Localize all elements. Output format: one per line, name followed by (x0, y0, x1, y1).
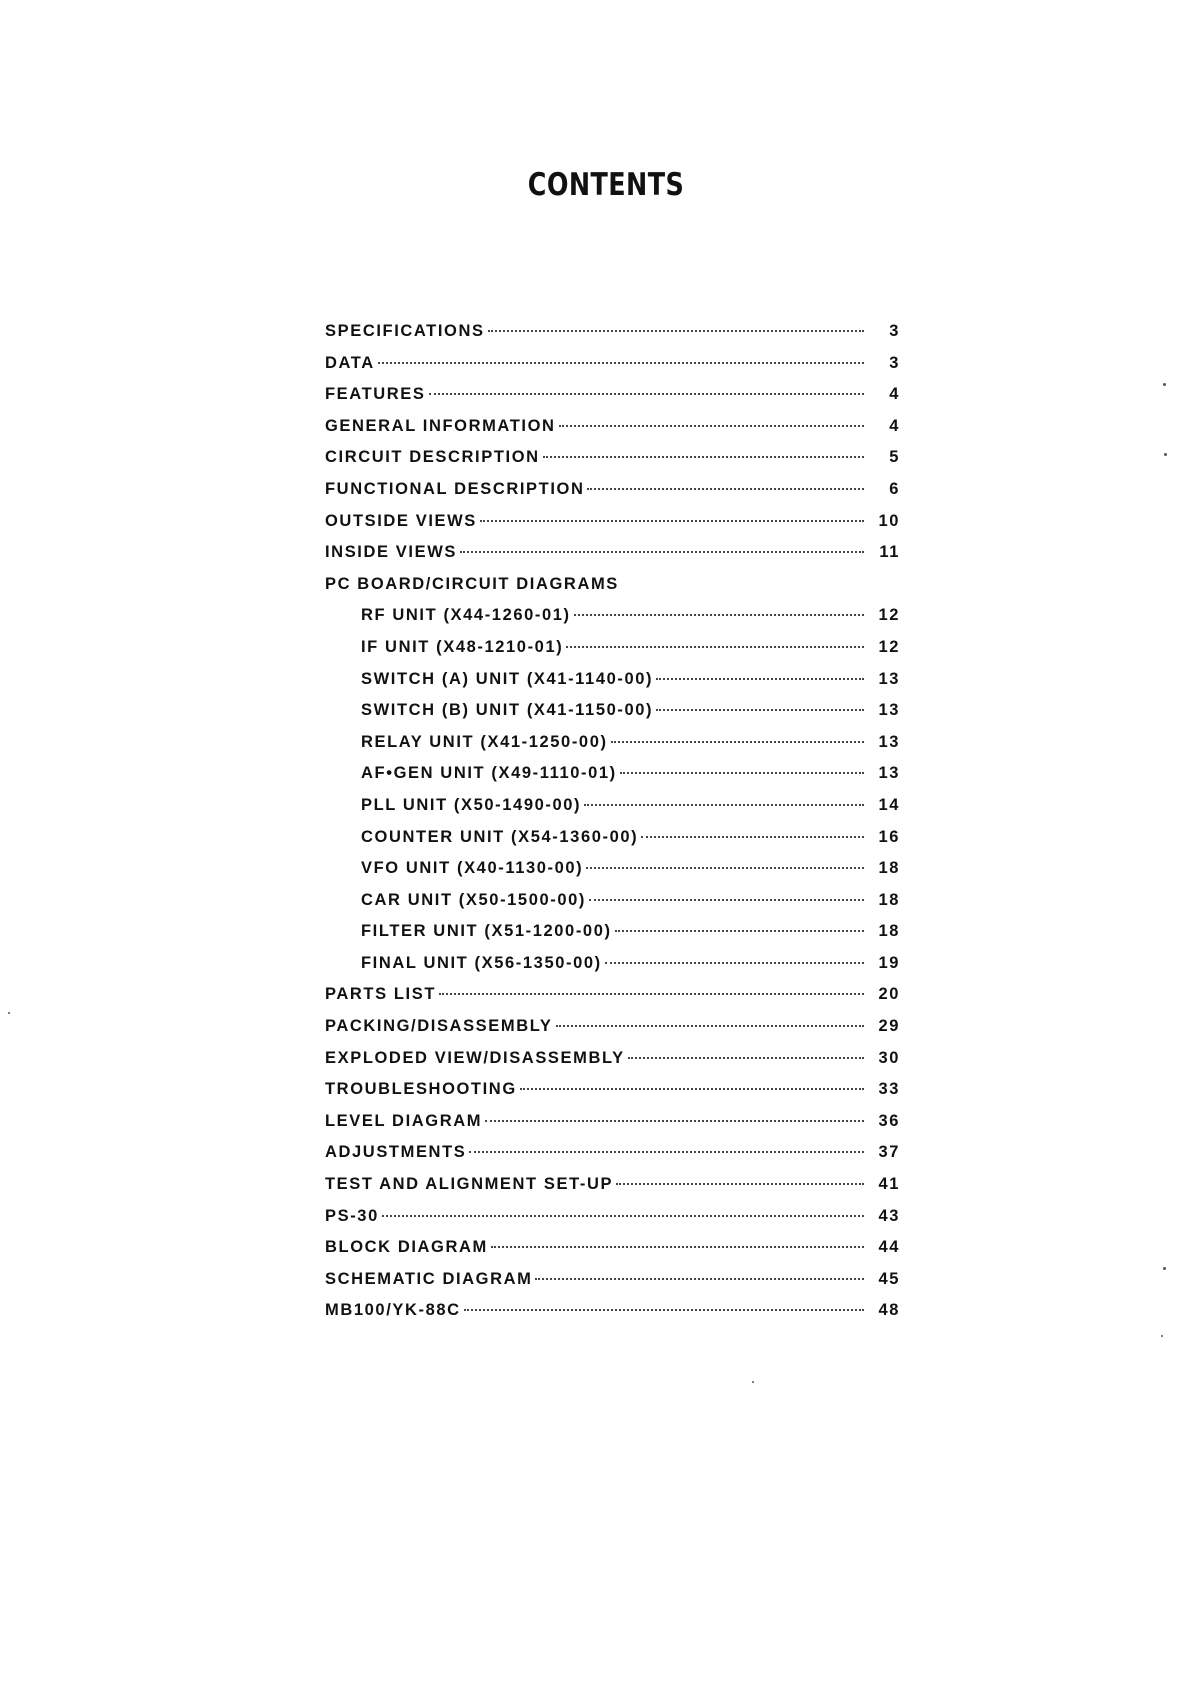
toc-entry-label: DATA (325, 353, 375, 372)
toc-subentry (325, 606, 900, 638)
toc-entry-label: SPECIFICATIONS (325, 322, 485, 340)
dot-leader (491, 1246, 864, 1248)
toc-entry-label: PS-30 (325, 1206, 379, 1225)
scan-speck (1163, 383, 1166, 386)
toc-entry-page: 3 (889, 322, 900, 340)
toc-entry-label: OUTSIDE VIEWS (325, 511, 477, 530)
dot-leader (556, 1025, 864, 1027)
toc-entry-page: 4 (889, 385, 900, 404)
dot-leader (589, 899, 864, 901)
toc-entry-label: SWITCH (B) UNIT (X41-1150-00) (361, 701, 654, 720)
toc-entry (325, 1049, 900, 1081)
dot-leader (641, 836, 864, 838)
toc-entry-label: PLL UNIT (X50-1490-00) (361, 795, 582, 814)
toc-entry-page: 12 (878, 606, 900, 625)
toc-entry-label: VFO UNIT (X40-1130-00) (361, 859, 584, 878)
toc-entry-page: 43 (878, 1206, 900, 1225)
dot-leader (586, 867, 864, 869)
toc-entry-label: GENERAL INFORMATION (325, 416, 556, 435)
dot-leader (656, 709, 864, 711)
toc-entry-label: RELAY UNIT (X41-1250-00) (361, 732, 608, 751)
page-title: CONTENTS (527, 166, 685, 203)
dot-leader (656, 678, 864, 680)
toc-subentry (325, 954, 900, 986)
dot-leader (574, 614, 864, 616)
toc-entry-page: 41 (878, 1175, 900, 1194)
dot-leader (620, 772, 864, 774)
dot-leader (469, 1151, 864, 1153)
toc-entry-label: EXPLODED VIEW/DISASSEMBLY (325, 1048, 625, 1067)
toc-entry (325, 448, 900, 480)
toc-subentry (325, 796, 900, 828)
toc-entry-label: CAR UNIT (X50-1500-00) (361, 890, 587, 909)
toc-subentry (325, 701, 900, 733)
toc-subentry (325, 670, 900, 702)
toc-entry-page: 3 (889, 353, 900, 372)
toc-entry-page: 5 (889, 448, 900, 467)
toc-subentry (325, 828, 900, 860)
toc-entry-page: 13 (878, 764, 900, 783)
dot-leader (628, 1057, 864, 1059)
toc-entry (325, 543, 900, 575)
toc-entry-label: PC BOARD/CIRCUIT DIAGRAMS (325, 574, 619, 593)
toc-entry-page: 36 (878, 1111, 900, 1130)
toc-entry-page: 13 (878, 732, 900, 751)
toc-entry-page: 16 (878, 827, 900, 846)
dot-leader (460, 551, 864, 553)
toc-entry-page: 18 (878, 922, 900, 941)
toc-subentry (325, 859, 900, 891)
toc-entry (325, 575, 900, 607)
toc-entry (325, 985, 900, 1017)
toc-entry (325, 354, 900, 386)
dot-leader (543, 456, 864, 458)
dot-leader (611, 741, 864, 743)
toc-entry-label: TEST AND ALIGNMENT SET-UP (325, 1175, 614, 1194)
dot-leader (584, 804, 864, 806)
toc-subentry (325, 922, 900, 954)
toc-entry-label: FILTER UNIT (X51-1200-00) (361, 922, 612, 941)
dot-leader (485, 1120, 864, 1122)
toc-entry-label: LEVEL DIAGRAM (325, 1111, 483, 1130)
toc-entry (325, 385, 900, 417)
dot-leader (439, 993, 864, 995)
dot-leader (429, 393, 865, 395)
toc-entry (325, 1175, 900, 1207)
toc-entry-page: 48 (878, 1301, 900, 1320)
table-of-contents (325, 322, 900, 1333)
toc-subentry (325, 891, 900, 923)
toc-entry-page: 18 (878, 859, 900, 878)
scan-speck (1163, 1267, 1166, 1270)
toc-entry-label: TROUBLESHOOTING (325, 1080, 517, 1099)
toc-entry (325, 1301, 900, 1333)
toc-entry-page: 6 (889, 479, 900, 498)
toc-entry (325, 322, 900, 354)
toc-entry-label: BLOCK DIAGRAM (325, 1238, 488, 1257)
toc-entry (325, 512, 900, 544)
toc-entry-page: 14 (878, 795, 900, 814)
toc-subentry (325, 638, 900, 670)
toc-entry (325, 480, 900, 512)
dot-leader (535, 1278, 864, 1280)
toc-entry-label: FEATURES (325, 385, 426, 404)
toc-entry-page: 13 (878, 669, 900, 688)
dot-leader (566, 646, 864, 648)
toc-entry-label: INSIDE VIEWS (325, 543, 457, 562)
toc-entry-label: PARTS LIST (325, 985, 437, 1004)
dot-leader (587, 488, 864, 490)
dot-leader (520, 1088, 864, 1090)
toc-entry (325, 1080, 900, 1112)
toc-entry (325, 1238, 900, 1270)
toc-entry-label: ADJUSTMENTS (325, 1143, 467, 1162)
toc-entry-page: 44 (878, 1238, 900, 1257)
toc-entry (325, 417, 900, 449)
toc-entry-page: 11 (879, 543, 900, 562)
scan-speck (1164, 453, 1167, 456)
scan-speck (752, 1381, 754, 1383)
toc-subentry (325, 764, 900, 796)
toc-entry-page: 29 (878, 1017, 900, 1036)
toc-entry (325, 1143, 900, 1175)
toc-entry-page: 18 (878, 890, 900, 909)
toc-subentry (325, 733, 900, 765)
toc-entry-label: SCHEMATIC DIAGRAM (325, 1269, 533, 1288)
toc-entry-page: 13 (878, 701, 900, 720)
toc-entry-label: RF UNIT (X44-1260-01) (361, 606, 571, 625)
dot-leader (488, 330, 864, 332)
toc-entry-page: 20 (878, 985, 900, 1004)
toc-entry-label: MB100/YK-88C (325, 1301, 461, 1320)
toc-entry-page: 10 (878, 511, 900, 530)
toc-entry-page: 45 (878, 1269, 900, 1288)
toc-entry-page: 37 (878, 1143, 900, 1162)
toc-entry-label: PACKING/DISASSEMBLY (325, 1017, 553, 1036)
dot-leader (615, 930, 864, 932)
toc-entry-page: 33 (878, 1080, 900, 1099)
toc-entry-label: CIRCUIT DESCRIPTION (325, 448, 540, 467)
toc-entry (325, 1270, 900, 1302)
toc-entry-label: SWITCH (A) UNIT (X41-1140-00) (361, 669, 654, 688)
toc-entry-label: COUNTER UNIT (X54-1360-00) (361, 827, 639, 846)
toc-entry (325, 1017, 900, 1049)
toc-entry-page: 4 (889, 416, 900, 435)
dot-leader (605, 962, 864, 964)
toc-entry-label: AF•GEN UNIT (X49-1110-01) (361, 764, 617, 783)
dot-leader (464, 1309, 864, 1311)
scan-speck (8, 1012, 10, 1014)
toc-entry (325, 1207, 900, 1239)
toc-entry-label: FUNCTIONAL DESCRIPTION (325, 479, 585, 498)
toc-entry-page: 19 (878, 953, 900, 972)
dot-leader (382, 1215, 864, 1217)
dot-leader (616, 1183, 864, 1185)
dot-leader (559, 425, 864, 427)
toc-entry-page: 30 (878, 1048, 900, 1067)
toc-entry-label: FINAL UNIT (X56-1350-00) (361, 953, 602, 972)
dot-leader (480, 520, 864, 522)
dot-leader (378, 362, 864, 364)
toc-entry-page: 12 (878, 637, 900, 656)
scan-speck (1161, 1335, 1163, 1337)
toc-entry-label: IF UNIT (X48-1210-01) (361, 637, 564, 656)
toc-entry (325, 1112, 900, 1144)
